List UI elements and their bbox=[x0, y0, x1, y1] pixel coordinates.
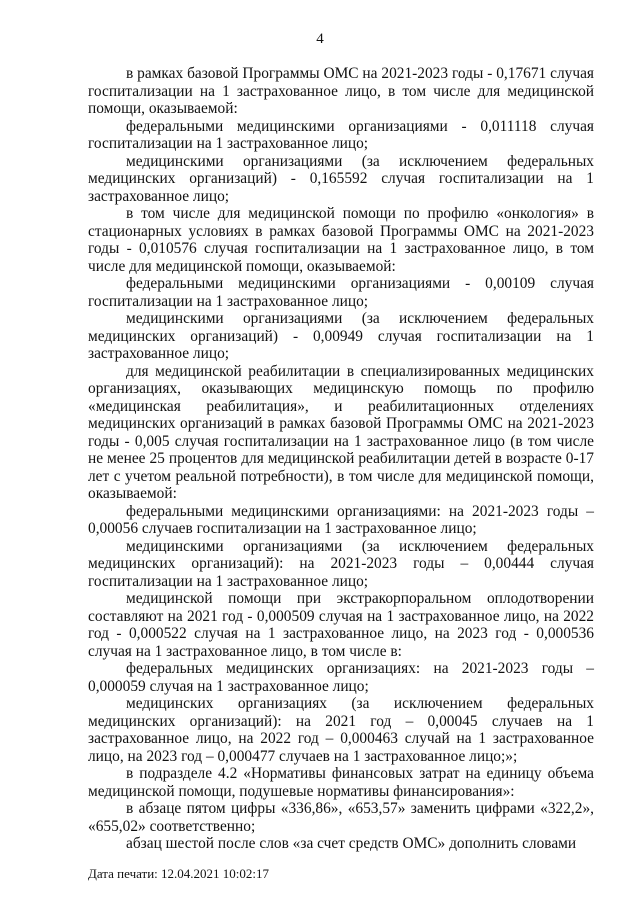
paragraph-ivf-federal: федеральных медицинских организациях: на 2021-2023 годы – 0,000059 случая на 1 застрахованное лицо; bbox=[88, 660, 594, 695]
paragraph-non-federal-organizations: медицинскими организациями (за исключением федеральных медицинских организаций) - 0,165592 случая госпитализации на 1 застрахованное лицо; bbox=[88, 152, 594, 205]
paragraph-fifth-clause-amendment: в абзаце пятом цифры «336,86», «653,57» заменить цифрами «322,2», «655,02» соответственно; bbox=[88, 800, 594, 835]
paragraph-oncology-profile: в том числе для медицинской помощи по профилю «онкология» в стационарных условиях в рамках базовой Программы ОМС на 2021-2023 годы - 0,010576 случая госпитализации на 1 застрахованное лицо, в том числе для медицинской помощи, оказываемой: bbox=[88, 205, 594, 275]
paragraph-rehabilitation-non-federal: медицинскими организациями (за исключением федеральных медицинских организаций): на 2021-2023 годы – 0,00444 случая госпитализации на 1 застрахованное лицо; bbox=[88, 537, 594, 590]
paragraph-rehabilitation-federal: федеральными медицинскими организациями: на 2021-2023 годы – 0,00056 случаев госпитализации на 1 застрахованное лицо; bbox=[88, 502, 594, 537]
paragraph-ivf-non-federal: медицинских организациях (за исключением федеральных медицинских организаций): на 2021 год – 0,00045 случаев на 1 застрахованное лицо, на 2022 год – 0,000463 случай на 1 застрахованное лицо, на 2023 год – 0,000477 случаев на 1 застрахованное лицо;»; bbox=[88, 695, 594, 765]
paragraph-oncology-non-federal: медицинскими организациями (за исключением федеральных медицинских организаций) - 0,00949 случая госпитализации на 1 застрахованное лицо; bbox=[88, 310, 594, 362]
paragraph-base-program-rate: в рамках базовой Программы ОМС на 2021-2023 годы - 0,17671 случая госпитализации на 1 застрахованное лицо, в том числе для медицинской помощи, оказываемой: bbox=[88, 65, 594, 117]
paragraph-oncology-federal: федеральными медицинскими организациями - 0,00109 случая госпитализации на 1 застрахованное лицо; bbox=[88, 275, 594, 310]
page-number: 4 bbox=[316, 31, 324, 47]
paragraph-sixth-clause-amendment: абзац шестой после слов «за счет средств ОМС» дополнить словами bbox=[126, 835, 577, 852]
paragraph-federal-organizations: федеральными медицинскими организациями - 0,011118 случая госпитализации на 1 застрахованное лицо; bbox=[88, 117, 594, 152]
paragraph-medical-rehabilitation: для медицинской реабилитации в специализированных медицинских организациях, оказывающих медицинскую помощь по профилю «медицинская реабилитация», и реабилитационных отделениях медицинских организаций в рамках базовой Программы ОМС на 2021-2023 годы - 0,005 случая госпитализации на 1 застрахованное лицо (в том числе не менее 25 процентов для медицинской реабилитации детей в возрасте 0-17 лет с учетом реальной потребности), в том числе для медицинской помощи, оказываемой: bbox=[88, 362, 594, 502]
print-date-footer: Дата печати: 12.04.2021 10:02:17 bbox=[88, 866, 270, 881]
paragraph-ivf-rates: медицинской помощи при экстракорпоральном оплодотворении составляют на 2021 год - 0,000509 случая на 1 застрахованное лицо, на 2022 год - 0,000522 случая на 1 застрахованное лицо, на 2023 год - 0,000536 случая на 1 застрахованное лицо, в том числе в: bbox=[88, 590, 594, 660]
document-body bbox=[88, 65, 594, 853]
paragraph-subsection-4-2: в подразделе 4.2 «Нормативы финансовых затрат на единицу объема медицинской помощи, подушевые нормативы финансирования»: bbox=[88, 765, 594, 800]
